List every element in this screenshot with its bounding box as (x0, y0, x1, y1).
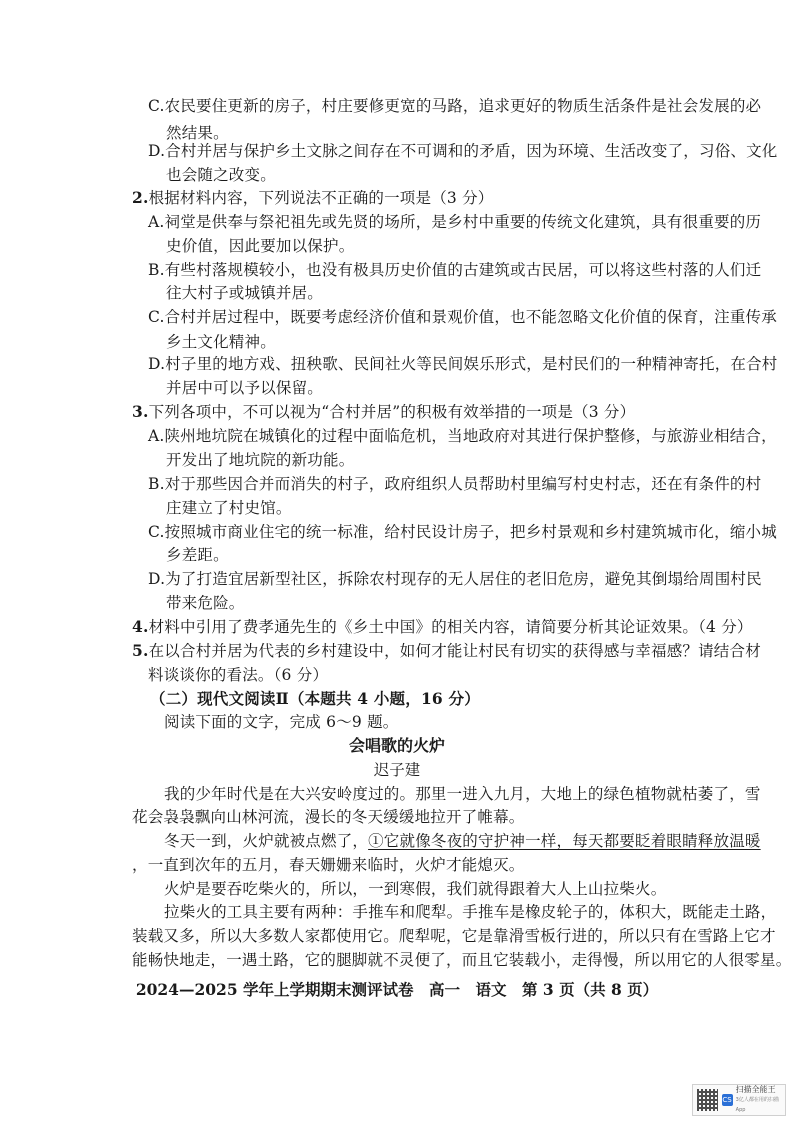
question-text: 材料中引用了费孝通先生的《乡土中国》的相关内容，请简要分析其论证效果。（4 分） (148, 618, 753, 636)
q1-option-d-line2: 也会随之改变。 (166, 166, 276, 184)
q2-option-c-line2: 乡土文化精神。 (166, 333, 276, 351)
scanner-label (736, 1085, 785, 1115)
article-paragraph-4-line2: 装载又多，所以大多数人家都使用它。爬犁呢，它是靠滑雪板行进的，所以只有在雪路上它才 (132, 927, 776, 945)
q3-option-c-line1: C.按照城市商业住宅的统一标准，给村民设计房子，把乡村景观和乡村建筑城市化，缩小城 (148, 523, 777, 541)
question-4 (132, 617, 753, 637)
article-paragraph-4-line3: 能畅快地走，一遇土路，它的腿脚就不灵便了，而且它装载小，走得慢，所以用它的人很零星。 (132, 951, 792, 969)
scanner-subtitle: 3亿人都在用的扫描App (735, 1097, 779, 1113)
q3-option-c-line2: 乡差距。 (166, 546, 229, 564)
q2-option-a-line1: A.祠堂是供奉与祭祀祖先或先贤的场所，是乡村中重要的传统文化建筑，具有很重要的历 (148, 213, 762, 231)
question-number: 2. (132, 188, 149, 207)
q3-option-d-line1: D.为了打造宜居新型社区，拆除农村现存的无人居住的老旧危房，避免其倒塌给周围村民 (148, 570, 762, 588)
article-paragraph-1-line2: 花会袅袅飘向山林河流，漫长的冬天缓缓地拉开了帷幕。 (132, 808, 525, 826)
q2-option-b-line1: B.有些村落规模较小，也没有极具历史价值的古建筑或古民居，可以将这些村落的人们迁 (148, 261, 762, 279)
q3-option-d-line2: 带来危险。 (166, 594, 245, 612)
question-text: 在以合村并居为代表的乡村建设中，如何才能让村民有切实的获得感与幸福感？请结合材 (148, 642, 761, 660)
underlined-sentence-1: ①它就像冬夜的守护神一样，每天都要眨着眼睛释放温暖 (368, 832, 761, 850)
page-footer: 2024—2025 学年上学期期末测评试卷 高一 语文 第 3 页（共 8 页） (135, 980, 659, 999)
article-paragraph-4-line1: 拉柴火的工具主要有两种：手推车和爬犁。手推车是橡皮轮子的，体积大，既能走土路， (164, 903, 777, 921)
q3-option-a-line2: 开发出了地坑院的新功能。 (166, 451, 355, 469)
q2-option-a-line2: 史价值，因此要加以保护。 (166, 237, 355, 255)
question-number: 4. (132, 617, 149, 636)
question-text: 根据材料内容，下列说法不正确的一项是（3 分） (148, 189, 494, 207)
q2-option-d-line2: 并居中可以予以保留。 (166, 379, 324, 397)
q2-option-c-line1: C.合村并居过程中，既要考虑经济价值和景观价值，也不能忽略文化价值的保育，注重传承 (148, 308, 777, 326)
q3-option-b-line2: 庄建立了村史馆。 (166, 499, 292, 517)
q3-option-a-line1: A.陕州地坑院在城镇化的过程中面临危机，当地政府对其进行保护整修，与旅游业相结合， (148, 427, 777, 445)
q3-option-b-line1: B.对于那些因合并而消失的村子，政府组织人员帮助村里编写村史村志，还在有条件的村 (148, 475, 762, 493)
article-paragraph-1-line1: 我的少年时代是在大兴安岭度过的。那里一进入九月，大地上的绿色植物就枯萎了，雪 (164, 785, 761, 803)
paragraph-text: 冬天一到，火炉就被点燃了， (164, 832, 369, 850)
reading-instruction: 阅读下面的文字，完成 6～9 题。 (164, 713, 399, 731)
scanner-watermark (692, 1084, 786, 1116)
question-5 (132, 641, 761, 661)
q1-option-c-line1: C.农民要住更新的房子，村庄要修更宽的马路，追求更好的物质生活条件是社会发展的必 (148, 97, 762, 115)
question-text: 下列各项中，不可以视为“合村并居”的积极有效举措的一项是（3 分） (148, 403, 636, 421)
section-heading: （二）现代文阅读Ⅱ（本题共 4 小题，16 分） (150, 689, 480, 708)
camscanner-logo-icon: CS (722, 1096, 732, 1104)
question-2 (132, 188, 493, 208)
article-paragraph-3: 火炉是要吞吃柴火的，所以，一到寒假，我们就得跟着大人上山拉柴火。 (164, 880, 667, 898)
article-title: 会唱歌的火炉 (348, 736, 445, 755)
article-paragraph-2-line2: ，一直到次年的五月，春天姗姗来临时，火炉才能熄灭。 (132, 856, 525, 874)
qr-code-icon (697, 1089, 718, 1111)
question-number: 3. (132, 402, 149, 421)
q1-option-d-line1: D.合村并居与保护乡土文脉之间存在不可调和的矛盾，因为环境、生活改变了，习俗、文化 (148, 142, 778, 160)
scanner-name: 扫描全能王 (735, 1085, 776, 1094)
question-5-line2: 料谈谈你的看法。（6 分） (148, 666, 329, 684)
article-author: 迟子建 (373, 761, 421, 779)
question-3 (132, 402, 635, 422)
article-paragraph-2-line1 (164, 831, 761, 851)
q1-option-c-line2: 然结果。 (166, 124, 229, 142)
q2-option-d-line1: D.村子里的地方戏、扭秧歌、民间社火等民间娱乐形式，是村民们的一种精神寄托，在合村 (148, 355, 778, 373)
question-number: 5. (132, 641, 149, 660)
q2-option-b-line2: 往大村子或城镇并居。 (166, 284, 324, 302)
